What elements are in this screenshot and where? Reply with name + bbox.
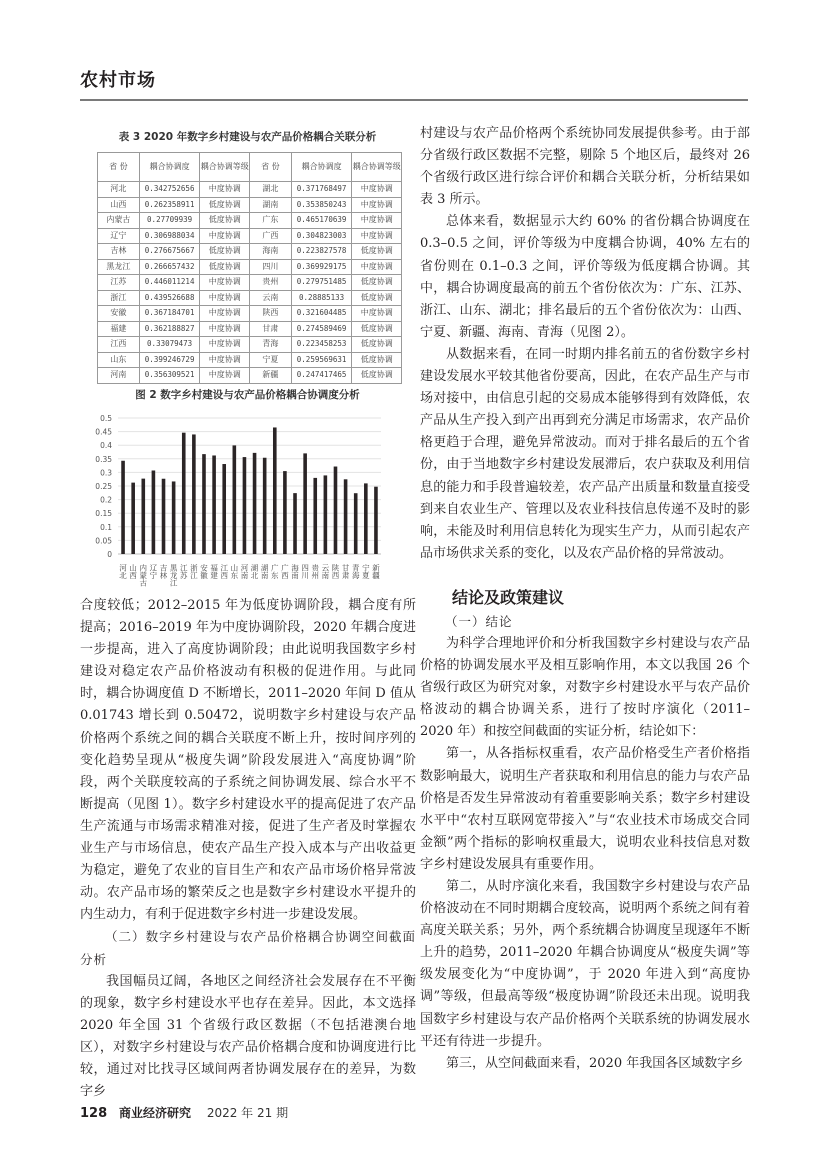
cell-degree: 0.371768497 <box>291 182 352 198</box>
x-tick-label: 内蒙古 <box>138 564 148 587</box>
cell-degree: 0.362188827 <box>139 321 200 337</box>
cell-level: 中度协调 <box>200 306 250 322</box>
table-row <box>98 321 402 337</box>
cell-level: 中度协调 <box>200 321 250 337</box>
cell-degree: 0.33079473 <box>139 337 200 353</box>
cell-degree: 0.223827578 <box>291 244 352 260</box>
cell-level: 中度协调 <box>200 182 250 198</box>
header-level: 耦合协调等级 <box>352 153 402 182</box>
bar <box>313 478 317 554</box>
table-row <box>98 244 402 260</box>
table-row <box>98 182 402 198</box>
x-tick-label: 安徽 <box>199 564 209 579</box>
x-tick-label: 江西 <box>219 564 229 579</box>
x-tick-label: 甘肃 <box>341 564 351 579</box>
x-tick-label: 海南 <box>290 564 300 579</box>
cell-degree: 0.321604485 <box>291 306 352 322</box>
x-tick-label: 浙江 <box>189 564 199 579</box>
cell-province: 甘肃 <box>249 321 291 337</box>
table-row <box>98 290 402 306</box>
cell-degree: 0.465170639 <box>291 213 352 229</box>
paragraph: 总体来看，数据显示大约 60% 的省份耦合协调度在 0.3–0.5 之间，评价等级为中度耦合协调，40% 左右的省份则在 0.1–0.3 之间，评价等级为低度耦合协调。其中，耦合协调度最高的前五个省份依次为：广东、江苏、浙江、山东、湖北；排名最后的五个省份依次为：山西、宁夏、新疆、海南、青海（见图 2）。 <box>420 214 750 340</box>
paragraph: 我国幅员辽阔，各地区之间经济社会发展存在不平衡的现象，数字乡村建设水平也存在差异。因此，本文选择 2020 年全国 31 个省级行政区数据（不包括港澳台地区），对数字乡村建设与农产品价格耦合度和协调度进行比较，通过对比找寻区域间两者协调发展存在的差异，为数字乡 <box>80 973 416 1100</box>
cell-degree: 0.28885133 <box>291 290 352 306</box>
paragraph: 合度较低；2012–2015 年为低度协调阶段，耦合度有所提高；2016–2019 年为中度协调阶段，2020 年耦合度进一步提高，进入了高度协调阶段；由此说明我国数字乡村建设对稳定农产品价格波动有积极的促进作用。与此同时，耦合协调度值 D 不断增长，2011–2020 年间 D 值从 0.01743 增长到 0.50472，说明数字乡村建设与农产品价格两个系统之间的耦合关联度不断上升，按时间序列的变化趋势呈现从“极度失调”阶段发展进入“高度协调”阶段，两个关联度较高的子系统之间协调发展、综合水平不断提高（见图 1）。数字乡村建设水平的提高促进了农产品生产流通与市场需求精准对接，促进了生产者及时掌握农业生产与市场信息，使农产品生产投入成本与产出收益更为稳定，避免了农业的盲目生产和农产品市场价格异常波动。农产品市场的繁荣反之也是数字乡村建设水平提升的内生动力，有利于促进数字乡村进一步建设发展。 <box>80 598 416 923</box>
x-tick-label: 山东 <box>229 564 239 579</box>
cell-level: 中度协调 <box>352 228 402 244</box>
cell-province: 新疆 <box>249 368 291 384</box>
cell-province: 贵州 <box>249 275 291 291</box>
table-caption: 表 3 2020 年数字乡村建设与农产品价格耦合关联分析 <box>118 131 377 143</box>
cell-province: 青海 <box>249 337 291 353</box>
bar <box>212 455 216 554</box>
cell-level: 中度协调 <box>200 337 250 353</box>
cell-degree: 0.439526688 <box>139 290 200 306</box>
cell-degree: 0.274589469 <box>291 321 352 337</box>
table-row <box>98 306 402 322</box>
bar <box>182 433 186 554</box>
cell-level: 低度协调 <box>352 368 402 384</box>
cell-province: 内蒙古 <box>98 213 140 229</box>
cell-degree: 0.399246729 <box>139 352 200 368</box>
y-tick-label: 0.35 <box>95 454 112 464</box>
section-heading: 结论及政策建议 <box>452 587 565 607</box>
table-row <box>98 352 402 368</box>
table-row <box>98 275 402 291</box>
x-tick-label: 四川 <box>300 564 310 579</box>
y-tick-label: 0.05 <box>95 536 112 546</box>
paragraph: 第一，从各指标权重看，农产品价格受生产者价格指数影响最大，说明生产者获取和利用信息的能力与农产品价格是否发生异常波动有着重要影响关系；数字乡村建设水平中“农村互联网宽带接入”与“农业技术市场成交合同金额”两个指标的影响权重最大，说明农业科技信息对数字乡村建设发展具有重要作用。 <box>420 746 750 872</box>
bar <box>364 483 368 554</box>
x-tick-label: 山西 <box>128 564 138 579</box>
cell-degree: 0.259569631 <box>291 352 352 368</box>
cell-province: 湖南 <box>249 197 291 213</box>
cell-level: 低度协调 <box>352 352 402 368</box>
bar <box>334 467 338 554</box>
bar <box>283 471 287 554</box>
cell-level: 中度协调 <box>352 259 402 275</box>
cell-degree: 0.304823003 <box>291 228 352 244</box>
left-column <box>80 595 416 1103</box>
cell-level: 低度协调 <box>352 321 402 337</box>
cell-province: 辽宁 <box>98 228 140 244</box>
y-tick-label: 0.25 <box>95 482 112 491</box>
right-column <box>420 123 750 1075</box>
x-tick-label: 辽宁 <box>148 564 158 579</box>
cell-province: 云南 <box>249 290 291 306</box>
x-tick-label: 新疆 <box>371 564 381 579</box>
x-tick-label: 福建 <box>209 564 219 579</box>
header-degree: 耦合协调度 <box>139 153 200 182</box>
cell-degree: 0.247417465 <box>291 368 352 384</box>
bar <box>253 453 257 554</box>
table-3 <box>97 152 402 384</box>
x-tick-label: 陕西 <box>330 564 340 579</box>
cell-province: 福建 <box>98 321 140 337</box>
cell-province: 海南 <box>249 244 291 260</box>
y-tick-label: 0.3 <box>100 468 112 478</box>
paragraph: 第二，从时序演化来看，我国数字乡村建设与农产品价格波动在不同时期耦合度较高，说明两个系统之间有着高度关联关系；另外，两个系统耦合协调度呈现逐年不断上升的趋势，2011–2020 年耦合协调度从“极度失调”等级发展变化为“中度协调”，于 2020 年进入到“高度协调”等级，但最高等级“极度协调”阶段还未出现。说明我国数字乡村建设与农产品价格两个关联系统的协调发展水平还有待进一步提升。 <box>420 879 750 1049</box>
cell-degree: 0.342752656 <box>139 182 200 198</box>
figure-2-chart <box>85 405 405 595</box>
cell-province: 河南 <box>98 368 140 384</box>
y-tick-label: 0.2 <box>100 495 112 505</box>
cell-level: 中度协调 <box>200 228 250 244</box>
cell-level: 低度协调 <box>200 244 250 260</box>
cell-level: 低度协调 <box>352 290 402 306</box>
bar <box>162 479 166 554</box>
x-tick-label: 河南 <box>239 564 249 579</box>
cell-province: 四川 <box>249 259 291 275</box>
cell-degree: 0.356309521 <box>139 368 200 384</box>
x-tick-label: 江苏 <box>179 564 189 579</box>
cell-level: 中度协调 <box>200 368 250 384</box>
cell-degree: 0.306988034 <box>139 228 200 244</box>
cell-province: 广西 <box>249 228 291 244</box>
x-tick-label: 河北 <box>118 564 128 579</box>
bar <box>141 479 145 554</box>
cell-degree: 0.27709939 <box>139 213 200 229</box>
bar <box>152 470 156 554</box>
bar <box>222 464 226 554</box>
paragraph: 第三，从空间截面来看，2020 年我国各区域数字乡 <box>446 1055 744 1071</box>
x-tick-label: 广西 <box>280 564 290 579</box>
x-tick-label: 青海 <box>351 564 361 579</box>
bar <box>202 454 206 554</box>
header-province: 省 份 <box>98 153 140 182</box>
bar <box>273 427 277 554</box>
x-tick-label: 湖北 <box>250 564 260 579</box>
table-row <box>98 259 402 275</box>
bar <box>263 458 267 554</box>
table-row <box>98 213 402 229</box>
subheading: （二）数字乡村建设与农产品价格耦合协调空间截面分析 <box>80 929 416 967</box>
page-footer <box>80 1104 288 1121</box>
cell-province: 河北 <box>98 182 140 198</box>
cell-level: 低度协调 <box>200 213 250 229</box>
y-tick-label: 0.5 <box>100 414 112 423</box>
cell-level: 低度协调 <box>352 337 402 353</box>
bar <box>233 445 237 554</box>
cell-level: 低度协调 <box>200 259 250 275</box>
cell-level: 中度协调 <box>200 275 250 291</box>
cell-level: 中度协调 <box>352 197 402 213</box>
cell-province: 吉林 <box>98 244 140 260</box>
cell-degree: 0.223458253 <box>291 337 352 353</box>
bar <box>354 493 358 554</box>
table-header-row <box>98 153 402 182</box>
x-tick-label: 吉林 <box>159 564 169 579</box>
cell-province: 山西 <box>98 197 140 213</box>
y-tick-label: 0.1 <box>100 522 112 532</box>
journal-name: 商业经济研究 <box>118 1106 191 1120</box>
bar <box>374 487 378 554</box>
bar <box>293 493 297 554</box>
cell-province: 陕西 <box>249 306 291 322</box>
cell-province: 山东 <box>98 352 140 368</box>
bar <box>192 434 196 554</box>
x-tick-label: 宁夏 <box>361 564 371 579</box>
cell-degree: 0.276675667 <box>139 244 200 260</box>
cell-province: 江西 <box>98 337 140 353</box>
page-number: 128 <box>80 1106 108 1121</box>
bar <box>324 475 328 554</box>
header-degree: 耦合协调度 <box>291 153 352 182</box>
cell-level: 低度协调 <box>200 197 250 213</box>
header-rule <box>80 99 748 101</box>
bar <box>172 481 176 554</box>
cell-level: 中度协调 <box>352 182 402 198</box>
cell-level: 低度协调 <box>352 244 402 260</box>
cell-degree: 0.353850243 <box>291 197 352 213</box>
cell-level: 中度协调 <box>200 352 250 368</box>
y-tick-label: 0.15 <box>95 509 112 519</box>
cell-degree: 0.446011214 <box>139 275 200 291</box>
cell-degree: 0.266657432 <box>139 259 200 275</box>
x-tick-label: 广东 <box>270 564 280 579</box>
bar <box>131 483 135 554</box>
cell-level: 低度协调 <box>352 275 402 291</box>
cell-province: 安徽 <box>98 306 140 322</box>
table-row <box>98 368 402 384</box>
table-row <box>98 228 402 244</box>
cell-province: 宁夏 <box>249 352 291 368</box>
cell-level: 中度协调 <box>200 290 250 306</box>
x-tick-label: 贵州 <box>310 564 320 579</box>
section-header: 农村市场 <box>80 70 156 91</box>
cell-province: 江苏 <box>98 275 140 291</box>
cell-degree: 0.279751485 <box>291 275 352 291</box>
cell-level: 中度协调 <box>352 306 402 322</box>
cell-level: 中度协调 <box>352 213 402 229</box>
header-level: 耦合协调等级 <box>200 153 250 182</box>
cell-province: 广东 <box>249 213 291 229</box>
x-tick-label: 湖南 <box>260 564 270 579</box>
y-tick-label: 0.45 <box>95 427 112 437</box>
bar <box>303 453 307 554</box>
cell-province: 浙江 <box>98 290 140 306</box>
bar <box>243 457 247 554</box>
issue-label: 2022 年 21 期 <box>206 1106 289 1120</box>
subheading: （一）结论 <box>445 613 513 629</box>
y-tick-label: 0 <box>107 550 112 559</box>
paragraph: 从数据来看，在同一时期内排名前五的省份数字乡村建设发展水平较其他省份要高，因此，在农产品生产与市场对接中，由信息引起的交易成本能够得到有效降低，农产品从生产投入到产出再到充分满足市场需求，农产品价格更趋于合理，避免异常波动。而对于排名最后的五个省份，由于当地数字乡村建设发展滞后，农户获取及利用信息的能力和手段普遍较差，农产品产出质量和数量直接受到来自农业生产、管理以及农业科技信息传递不及时的影响，未能及时利用信息转化为现实生产力，从而引起农产品市场供求关系的变化，以及农产品价格的异常波动。 <box>420 346 750 561</box>
x-tick-label: 云南 <box>320 564 330 579</box>
bar <box>344 479 348 554</box>
figure-caption: 图 2 数字乡村建设与农产品价格耦合协调度分析 <box>135 389 360 401</box>
table-row <box>98 197 402 213</box>
paragraph: 为科学合理地评价和分析我国数字乡村建设与农产品价格的协调发展水平及相互影响作用，本文以我国 26 个省级行政区为研究对象，对数字乡村建设水平与农产品价格波动的耦合协调关系，进行了按时序演化（2011–2020 年）和按空间截面的实证分析，结论如下： <box>420 635 750 740</box>
cell-province: 黑龙江 <box>98 259 140 275</box>
cell-degree: 0.367184701 <box>139 306 200 322</box>
cell-degree: 0.369929175 <box>291 259 352 275</box>
header-province: 省 份 <box>249 153 291 182</box>
cell-province: 湖北 <box>249 182 291 198</box>
bar <box>121 461 125 554</box>
table-row <box>98 337 402 353</box>
x-tick-label: 黑龙江 <box>169 564 179 587</box>
cell-degree: 0.262358911 <box>139 197 200 213</box>
y-tick-label: 0.4 <box>100 441 112 451</box>
paragraph: 村建设与农产品价格两个系统协同发展提供参考。由于部分省级行政区数据不完整，剔除 5 个地区后，最终对 26 个省级行政区进行综合评价和耦合关联分析，分析结果如表 3 所示。 <box>420 126 750 208</box>
